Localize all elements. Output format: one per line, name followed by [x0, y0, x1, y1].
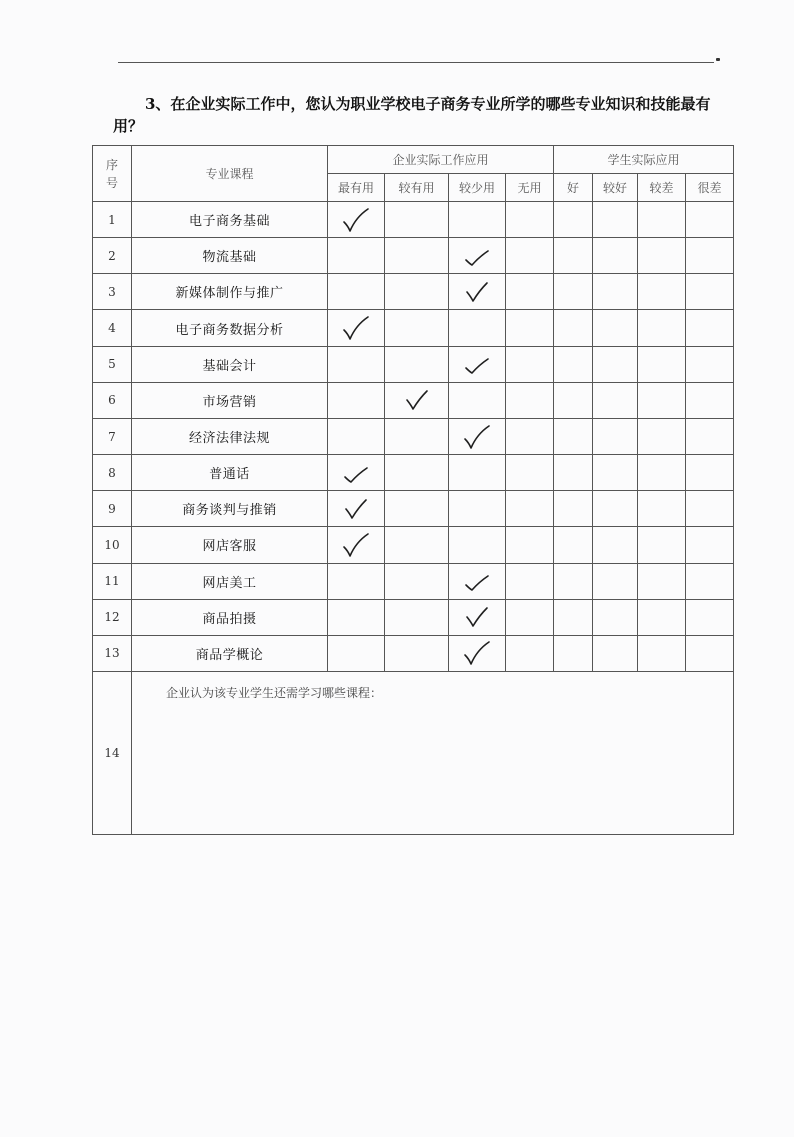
student-rating-cell[interactable] — [638, 202, 686, 238]
student-rating-cell[interactable] — [554, 527, 593, 563]
enterprise-level-header: 较少用 — [449, 174, 506, 202]
student-rating-cell[interactable] — [686, 491, 734, 527]
student-rating-cell[interactable] — [593, 599, 638, 635]
enterprise-rating-cell[interactable] — [328, 599, 385, 635]
student-rating-cell[interactable] — [686, 202, 734, 238]
student-rating-cell[interactable] — [554, 238, 593, 274]
enterprise-rating-cell[interactable] — [328, 238, 385, 274]
row-number: 11 — [93, 563, 132, 599]
student-rating-cell[interactable] — [638, 491, 686, 527]
student-rating-cell[interactable] — [686, 563, 734, 599]
student-rating-cell[interactable] — [638, 563, 686, 599]
note-input-area[interactable] — [132, 672, 734, 835]
enterprise-rating-cell[interactable] — [449, 310, 506, 346]
check-mark-icon — [461, 351, 493, 377]
student-rating-cell[interactable] — [593, 346, 638, 382]
course-name: 商品学概论 — [132, 635, 328, 671]
enterprise-rating-cell[interactable] — [385, 238, 449, 274]
enterprise-level-header: 最有用 — [328, 174, 385, 202]
row-number: 5 — [93, 346, 132, 382]
student-rating-cell[interactable] — [593, 455, 638, 491]
student-rating-cell[interactable] — [638, 274, 686, 310]
enterprise-rating-cell[interactable] — [385, 491, 449, 527]
enterprise-rating-cell[interactable] — [449, 635, 506, 671]
enterprise-rating-cell[interactable] — [328, 310, 385, 346]
row-number: 10 — [93, 527, 132, 563]
course-name: 商务谈判与推销 — [132, 491, 328, 527]
note-prompt: 企业认为该专业学生还需学习哪些课程： — [166, 686, 383, 701]
enterprise-rating-cell[interactable] — [449, 346, 506, 382]
student-level-header: 很差 — [686, 174, 734, 202]
student-rating-cell[interactable] — [638, 599, 686, 635]
check-mark-icon — [461, 604, 493, 630]
enterprise-rating-cell[interactable] — [449, 491, 506, 527]
student-rating-cell[interactable] — [638, 238, 686, 274]
student-rating-cell[interactable] — [554, 274, 593, 310]
enterprise-rating-cell[interactable] — [328, 382, 385, 418]
student-rating-cell[interactable] — [638, 635, 686, 671]
student-rating-cell[interactable] — [554, 310, 593, 346]
enterprise-rating-cell[interactable] — [506, 382, 554, 418]
note-row — [93, 672, 734, 835]
enterprise-rating-cell[interactable] — [328, 527, 385, 563]
student-rating-cell[interactable] — [554, 635, 593, 671]
student-level-header: 较差 — [638, 174, 686, 202]
student-rating-cell[interactable] — [554, 599, 593, 635]
enterprise-level-header: 较有用 — [385, 174, 449, 202]
check-mark-icon — [340, 460, 372, 486]
row-number: 7 — [93, 418, 132, 454]
enterprise-rating-cell[interactable] — [449, 274, 506, 310]
enterprise-rating-cell[interactable] — [385, 202, 449, 238]
row-number: 1 — [93, 202, 132, 238]
enterprise-rating-cell[interactable] — [385, 635, 449, 671]
seq-header-line2: 号 — [105, 175, 118, 190]
student-rating-cell[interactable] — [686, 527, 734, 563]
enterprise-rating-cell[interactable] — [385, 455, 449, 491]
student-rating-cell[interactable] — [686, 635, 734, 671]
student-rating-cell[interactable] — [593, 202, 638, 238]
student-rating-cell[interactable] — [593, 527, 638, 563]
student-rating-cell[interactable] — [593, 418, 638, 454]
row-number: 12 — [93, 599, 132, 635]
course-name: 物流基础 — [132, 238, 328, 274]
table-row — [93, 310, 734, 346]
enterprise-rating-cell[interactable] — [449, 527, 506, 563]
check-mark-icon — [461, 424, 493, 450]
table-row — [93, 563, 734, 599]
table-row — [93, 527, 734, 563]
student-rating-cell[interactable] — [593, 491, 638, 527]
student-rating-cell[interactable] — [686, 274, 734, 310]
enterprise-rating-cell[interactable] — [328, 346, 385, 382]
enterprise-rating-cell[interactable] — [506, 418, 554, 454]
table-row — [93, 274, 734, 310]
row-number: 13 — [93, 635, 132, 671]
student-rating-cell[interactable] — [638, 346, 686, 382]
student-rating-cell[interactable] — [638, 310, 686, 346]
enterprise-rating-cell[interactable] — [449, 382, 506, 418]
table-row — [93, 382, 734, 418]
table-row — [93, 455, 734, 491]
course-name: 电子商务数据分析 — [132, 310, 328, 346]
course-name: 普通话 — [132, 455, 328, 491]
check-mark-icon — [461, 279, 493, 305]
enterprise-rating-cell[interactable] — [506, 599, 554, 635]
enterprise-rating-cell[interactable] — [449, 418, 506, 454]
check-mark-icon — [461, 243, 493, 269]
course-name: 经济法律法规 — [132, 418, 328, 454]
student-rating-cell[interactable] — [593, 310, 638, 346]
table-row — [93, 635, 734, 671]
course-name: 商品拍摄 — [132, 599, 328, 635]
enterprise-rating-cell[interactable] — [328, 563, 385, 599]
course-name: 电子商务基础 — [132, 202, 328, 238]
table-row — [93, 346, 734, 382]
student-rating-cell[interactable] — [554, 418, 593, 454]
course-name: 网店客服 — [132, 527, 328, 563]
table-row — [93, 238, 734, 274]
student-group-header: 学生实际应用 — [554, 146, 734, 174]
enterprise-rating-cell[interactable] — [328, 491, 385, 527]
seq-header-line1: 序 — [105, 157, 118, 172]
student-rating-cell[interactable] — [554, 491, 593, 527]
enterprise-group-header: 企业实际工作应用 — [328, 146, 554, 174]
table-row — [93, 202, 734, 238]
check-mark-icon — [461, 640, 493, 666]
check-mark-icon — [340, 532, 372, 558]
row-number: 3 — [93, 274, 132, 310]
row-number: 9 — [93, 491, 132, 527]
enterprise-rating-cell[interactable] — [506, 491, 554, 527]
row-number: 2 — [93, 238, 132, 274]
enterprise-rating-cell[interactable] — [328, 455, 385, 491]
check-mark-icon — [401, 387, 433, 413]
enterprise-rating-cell[interactable] — [449, 202, 506, 238]
student-rating-cell[interactable] — [686, 382, 734, 418]
student-rating-cell[interactable] — [554, 202, 593, 238]
student-rating-cell[interactable] — [554, 455, 593, 491]
enterprise-rating-cell[interactable] — [506, 563, 554, 599]
survey-table — [92, 145, 734, 835]
enterprise-rating-cell[interactable] — [449, 563, 506, 599]
course-name: 网店美工 — [132, 563, 328, 599]
student-rating-cell[interactable] — [593, 382, 638, 418]
course-name: 市场营销 — [132, 382, 328, 418]
student-rating-cell[interactable] — [638, 418, 686, 454]
row-number: 6 — [93, 382, 132, 418]
enterprise-rating-cell[interactable] — [385, 527, 449, 563]
enterprise-rating-cell[interactable] — [385, 310, 449, 346]
student-rating-cell[interactable] — [593, 563, 638, 599]
table-row — [93, 418, 734, 454]
enterprise-rating-cell[interactable] — [506, 310, 554, 346]
student-rating-cell[interactable] — [554, 563, 593, 599]
student-rating-cell[interactable] — [686, 310, 734, 346]
ink-dot — [716, 58, 720, 61]
enterprise-rating-cell[interactable] — [506, 455, 554, 491]
course-name: 新媒体制作与推广 — [132, 274, 328, 310]
student-rating-cell[interactable] — [686, 346, 734, 382]
enterprise-rating-cell[interactable] — [328, 202, 385, 238]
enterprise-rating-cell[interactable] — [506, 202, 554, 238]
student-rating-cell[interactable] — [686, 455, 734, 491]
enterprise-rating-cell[interactable] — [385, 346, 449, 382]
enterprise-level-header: 无用 — [506, 174, 554, 202]
course-header: 专业课程 — [132, 146, 328, 202]
enterprise-rating-cell[interactable] — [328, 635, 385, 671]
enterprise-rating-cell[interactable] — [449, 238, 506, 274]
check-mark-icon — [340, 496, 372, 522]
student-rating-cell[interactable] — [554, 382, 593, 418]
check-mark-icon — [461, 568, 493, 594]
student-rating-cell[interactable] — [638, 455, 686, 491]
student-rating-cell[interactable] — [638, 382, 686, 418]
enterprise-rating-cell[interactable] — [385, 563, 449, 599]
enterprise-rating-cell[interactable] — [506, 346, 554, 382]
enterprise-rating-cell[interactable] — [506, 527, 554, 563]
enterprise-rating-cell[interactable] — [449, 455, 506, 491]
student-level-header: 好 — [554, 174, 593, 202]
enterprise-rating-cell[interactable] — [506, 274, 554, 310]
row-number: 8 — [93, 455, 132, 491]
enterprise-rating-cell[interactable] — [385, 599, 449, 635]
check-mark-icon — [340, 207, 372, 233]
enterprise-rating-cell[interactable] — [449, 599, 506, 635]
enterprise-rating-cell[interactable] — [385, 418, 449, 454]
question-text: 3、在企业实际工作中，您认为职业学校电子商务专业所学的哪些专业知识和技能最有用？ — [113, 95, 711, 135]
student-rating-cell[interactable] — [554, 346, 593, 382]
student-rating-cell[interactable] — [593, 274, 638, 310]
check-mark-icon — [340, 315, 372, 341]
student-rating-cell[interactable] — [686, 238, 734, 274]
row-number: 4 — [93, 310, 132, 346]
seq-header — [93, 146, 132, 202]
enterprise-rating-cell[interactable] — [328, 274, 385, 310]
enterprise-rating-cell[interactable] — [506, 635, 554, 671]
row-number: 14 — [93, 672, 132, 835]
student-rating-cell[interactable] — [638, 527, 686, 563]
header-rule — [118, 62, 714, 63]
course-name: 基础会计 — [132, 346, 328, 382]
student-rating-cell[interactable] — [593, 635, 638, 671]
enterprise-rating-cell[interactable] — [328, 418, 385, 454]
student-rating-cell[interactable] — [686, 599, 734, 635]
table-row — [93, 491, 734, 527]
student-level-header: 较好 — [593, 174, 638, 202]
enterprise-rating-cell[interactable] — [506, 238, 554, 274]
student-rating-cell[interactable] — [686, 418, 734, 454]
student-rating-cell[interactable] — [593, 238, 638, 274]
enterprise-rating-cell[interactable] — [385, 274, 449, 310]
table-row — [93, 599, 734, 635]
enterprise-rating-cell[interactable] — [385, 382, 449, 418]
